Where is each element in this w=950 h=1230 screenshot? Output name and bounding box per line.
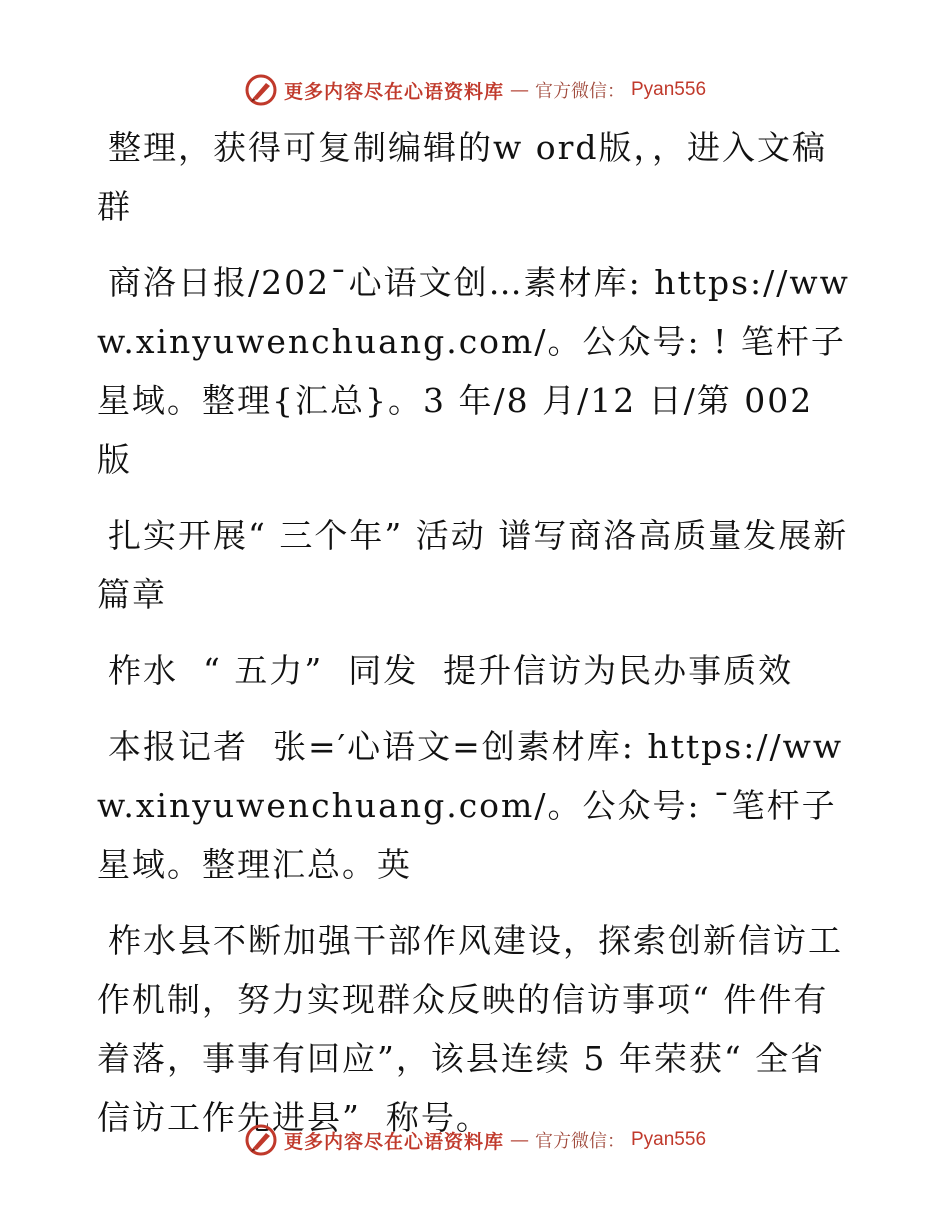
paragraph-body: 柞水县不断加强干部作风建设，探索创新信访工作机制，努力实现群众反映的信访事项“ 件件有着落，事事有回应”，该县连续 5 年荣获“ 全省信访工作先进县” 称号。 [97,921,843,1137]
document-body [97,118,857,1164]
headline: 扎实开展“ 三个年” 活动 谱写商洛高质量发展新篇章 [97,516,849,614]
pen-logo-icon [244,73,278,107]
byline: 本报记者 张=′心语文=创素材库: https://www.xinyuwenchuang.com/。公众号: ¯笔杆子星域。整理汇总。英 [97,727,844,884]
paragraph-intro: 整理，获得可复制编辑的w ord版，，进入文稿群 [97,128,828,226]
header-account: Pyan556 [631,79,707,100]
pen-logo-icon [244,1123,278,1157]
header-banner [0,70,950,110]
subheadline: 柞水 “ 五力” 同发 提升信访为民办事质效 [108,651,794,690]
header-dash: — [510,79,529,101]
header-label: 官方微信： [535,81,625,102]
footer-brand-text: 更多内容尽在心语资料库 [283,1130,504,1153]
footer-banner [0,1120,950,1160]
paragraph-source: 商洛日报/202¯心语文创…素材库: https://www.xinyuwenchuang.com/。公众号: ! 笔杆子星域。整理{汇总}。3 年/8 月/12 日/第 002 版 [97,263,850,479]
footer-label: 官方微信： [535,1131,625,1152]
header-brand-text: 更多内容尽在心语资料库 [283,80,504,103]
footer-dash: — [510,1129,529,1151]
footer-account: Pyan556 [631,1129,707,1150]
